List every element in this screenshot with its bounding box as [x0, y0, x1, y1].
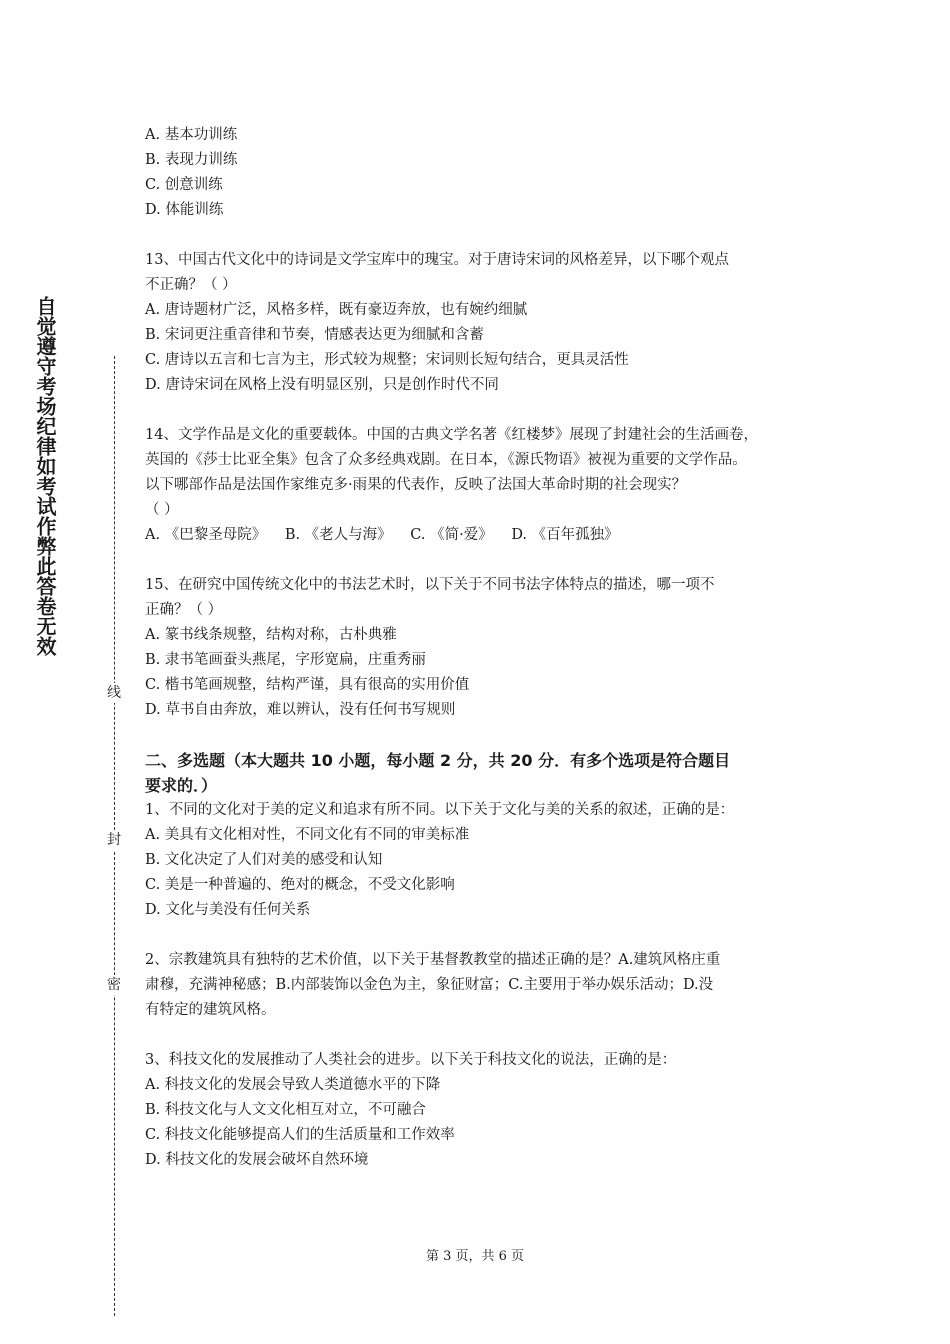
option: C. 楷书笔画规整，结构严谨，具有很高的实用价值 [145, 677, 470, 693]
question-stem: 3、科技文化的发展推动了人类社会的进步。以下关于科技文化的说法，正确的是： [145, 1052, 677, 1068]
option: B. 文化决定了人们对美的感受和认知 [145, 852, 383, 868]
option: A. 《巴黎圣母院》 [145, 527, 267, 543]
option: D. 科技文化的发展会破坏自然环境 [145, 1152, 369, 1168]
page-number: 第 3 页，共 6 页 [425, 1249, 525, 1264]
inline-options [145, 523, 825, 548]
option: D. 唐诗宋词在风格上没有明显区别，只是创作时代不同 [145, 377, 499, 393]
question-12-options [145, 123, 825, 223]
question-stem: 正确？（ ） [145, 602, 223, 618]
option: C. 科技文化能够提高人们的生活质量和工作效率 [145, 1127, 455, 1143]
section-2-heading [145, 748, 825, 798]
option: A. 篆书线条规整，结构对称，古朴典雅 [145, 627, 397, 643]
question-stem: 2、宗教建筑具有独特的艺术价值，以下关于基督教教堂的描述正确的是？A.建筑风格庄重 [145, 952, 721, 968]
question-13 [145, 248, 825, 398]
binding-mark-seal: 封 [107, 832, 121, 848]
question-stem: 14、文学作品是文化的重要载体。中国的古典文学名著《红楼梦》展现了封建社会的生活画卷， [145, 427, 758, 443]
question-14 [145, 423, 825, 548]
option: C. 《简·爱》 [410, 527, 493, 543]
option: D. 体能训练 [145, 202, 224, 218]
option: A. 基本功训练 [145, 127, 238, 143]
question-stem: 15、在研究中国传统文化中的书法艺术时，以下关于不同书法字体特点的描述，哪一项不 [145, 577, 715, 593]
question-stem: 肃穆，充满神秘感；B.内部装饰以金色为主，象征财富；C.主要用于举办娱乐活动；D.没 [145, 977, 714, 993]
option: B. 隶书笔画蚕头燕尾，字形宽扁，庄重秀丽 [145, 652, 426, 668]
question-stem: （ ） [145, 502, 179, 518]
multi-question-3 [145, 1048, 825, 1173]
option: A. 美具有文化相对性，不同文化有不同的审美标准 [145, 827, 470, 843]
option: C. 唐诗以五言和七言为主，形式较为规整；宋词则长短句结合，更具灵活性 [145, 352, 629, 368]
option: A. 科技文化的发展会导致人类道德水平的下降 [145, 1077, 441, 1093]
option: B. 科技文化与人文文化相互对立，不可融合 [145, 1102, 426, 1118]
option: D. 文化与美没有任何关系 [145, 902, 311, 918]
option: C. 创意训练 [145, 177, 223, 193]
option: D. 草书自由奔放，难以辨认，没有任何书写规则 [145, 702, 456, 718]
exam-discipline-note: 自觉遵守考场纪律如考试作弊此答卷无效 [33, 296, 57, 656]
question-stem: 以下哪部作品是法国作家维克多·雨果的代表作，反映了法国大革命时期的社会现实？ [145, 477, 687, 493]
option: B. 表现力训练 [145, 152, 238, 168]
option: B. 《老人与海》 [284, 527, 392, 543]
exam-content [145, 123, 825, 1173]
option: C. 美是一种普遍的、绝对的概念，不受文化影响 [145, 877, 455, 893]
question-stem: 1、不同的文化对于美的定义和追求有所不同。以下关于文化与美的关系的叙述，正确的是： [145, 802, 735, 818]
binding-mark-secret: 密 [107, 977, 121, 993]
question-stem: 不正确？（ ） [145, 277, 237, 293]
question-stem: 13、中国古代文化中的诗词是文学宝库中的瑰宝。对于唐诗宋词的风格差异，以下哪个观点 [145, 252, 729, 268]
question-stem: 有特定的建筑风格。 [145, 1002, 276, 1018]
multi-question-2 [145, 948, 825, 1023]
question-stem: 英国的《莎士比亚全集》包含了众多经典戏剧。在日本，《源氏物语》被视为重要的文学作品。 [145, 452, 747, 468]
binding-mark-line: 线 [107, 685, 121, 701]
section-title: 二、多选题（本大题共 10 小题，每小题 2 分，共 20 分．有多个选项是符合题目 [145, 751, 731, 770]
option: D. 《百年孤独》 [511, 527, 619, 543]
section-title: 要求的．） [145, 776, 218, 795]
option: B. 宋词更注重音律和节奏，情感表达更为细腻和含蓄 [145, 327, 484, 343]
question-15 [145, 573, 825, 723]
multi-question-1 [145, 798, 825, 923]
option: A. 唐诗题材广泛，风格多样，既有豪迈奔放，也有婉约细腻 [145, 302, 528, 318]
